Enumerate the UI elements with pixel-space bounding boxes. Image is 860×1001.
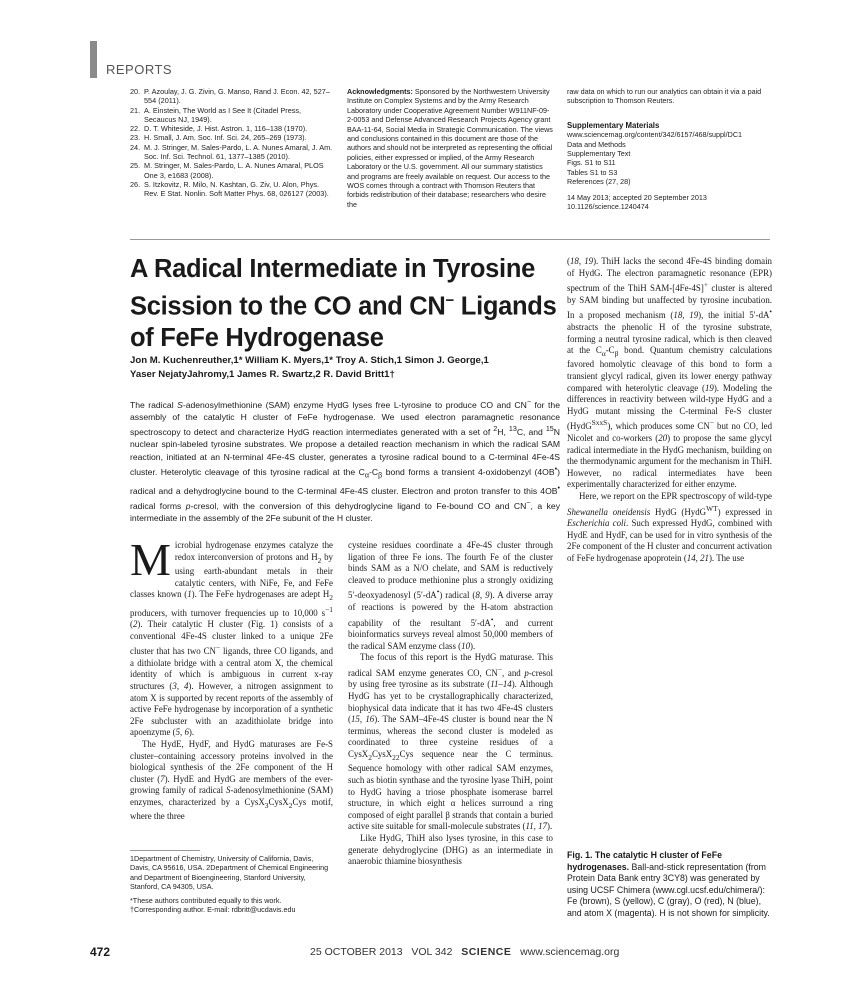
date-line: 14 May 2013; accepted 20 September 2013	[567, 192, 707, 202]
body-column-3: (18, 19). ThiH lacks the second 4Fe-4S binding domain of HydG. The electron paramagnetic resonance (EPR) spectrum of the ThiH SAM-[4Fe-4S]+ cluster is altered by SAM binding but unaffected by tyrosine incubation. In a proposed mechanism (18, 19), the initial 5′-dA• abstracts the phenolic H of the tyrosine substrate, forming a neutral tyrosine radical, which is then cleaved at the $C_\alpha-C_\beta$ bond. Quantum chemistry calculations favored homolytic cleavage of this bond to form a transient glycyl radical, given its lower energy pathway compared with heterolytic cleavage (19). Modeling the differences in reactivity between wild-type HydG and a HydG mutant missing the C-terminal Fe-S cluster (HydG$^{SxxS}$), which produces some CN− but no CO, led Nicolet and co-workers (20) to propose the same glycyl radical intermediate in the HydG mechanism, building on the thermodynamic argument for the mechanism in ThiH. However, no radical intermediates have been experimentally characterized for either enzyme. Here, we report on the EPR spectroscopy of wild-type Shewanella oneidensis HydG (HydG$^{WT}$) expressed in Escherichia coli. Such expressed HydG, combined with HydE and HydF, can be used for in vitro synthesis of the 2Fe component of the H cluster and concurrent activation of FeFe hydrogenase apoprotein (14, 21). The use	[567, 256, 773, 563]
footer-volume: VOL 342	[411, 946, 453, 958]
body-column-2: cysteine residues coordinate a 4Fe-4S cluster through ligation of three Fe ions. The fourth Fe of the cluster binds SAM as a N/O chelate, and SAM is reductively cleaved to produce methionine plus a strongly oxidizing 5′-deoxyadenosyl (5′-dA•) radical (8, 9). A diverse array of reactions is powered by the H-atom abstraction capability of the resultant 5′-dA•, and current bioinformatics surveys reveal almost 50,000 members of the radical SAM enzyme class (10). The focus of this report is the HydG maturase. This radical SAM enzyme generates CO, CN−, and p-cresol by using free tyrosine as its substrate (11–14). Although HydG has yet to be crystallographically characterized, biophysical data indicate that it has two 4Fe-4S clusters (15, 16). The SAM–4Fe-4S cluster is bound near the N terminus, whereas the second cluster is modeled as coordinated to three cysteine residues of a CysX$_2$CysX$_{22}$Cys sequence near the C terminus. Sequence homology with other radical SAM enzymes, such as biotin synthase and the tyrosine lyase ThiH, point to HydG having a triose phosphate isomerase barrel structure, in which eight α helices surround a ring composed of eight parallel β strands that contain a buried active site suitable for small-molecule substrates (11, 17). Like HydG, ThiH also lyses tyrosine, in this case to generate dehydroglycine (DHG) as an intermediate in anaerobic thiamine biosynthesis	[348, 540, 553, 867]
title-line-1: A Radical Intermediate in Tyrosine	[130, 255, 535, 283]
supplementary-block	[567, 87, 777, 211]
reference-item	[130, 161, 335, 180]
reference-number: 25.	[130, 161, 141, 171]
authors-line-1: Jon M. Kuchenreuther,1* William K. Myers,1* Troy A. Stich,1 Simon J. George,1	[130, 355, 489, 366]
section-divider	[130, 239, 770, 240]
reference-number: 21.	[130, 105, 141, 115]
supplementary-line: Data and Methods	[567, 139, 626, 149]
reference-item	[130, 180, 335, 199]
footer-site: www.sciencemag.org	[520, 946, 620, 958]
page-number: 472	[90, 945, 111, 959]
reference-number: 22.	[130, 124, 141, 134]
reference-text: H. Small, J. Am. Soc. Inf. Sci. 24, 265–269 (1973).	[144, 133, 307, 143]
figure-caption	[567, 850, 772, 920]
footer-date: 25 OCTOBER 2013	[310, 946, 403, 958]
reference-text: M. J. Stringer, M. Sales-Pardo, L. A. Nunes Amaral, J. Am. Soc. Inf. Sci. Technol. 61, 1377–1385 (2010).	[144, 142, 333, 162]
acknowledgments-text: Sponsored by the Northwestern University Institute on Complex Systems and by the Army Research Laboratory under Cooperative Agreement Number W911NF-09-2-0053 and Defense Advanced Research Projects Agency grant BAA-11-64, Social Media in Strategic Communication. The views and conclusions contained in this document are those of the authors and should not be interpreted as representing the official policies, either expressed or implied, of the Army Research Laboratory or the U.S. government. All our summary statistics and programs are freely available on request. Our access to the WOS comes through a contract with Thomson Reuters that forbids redistribution of their database; researchers who desire the	[347, 87, 553, 209]
supplementary-line: Figs. S1 to S11	[567, 158, 616, 168]
corresponding-author-footnote: †Corresponding author. E-mail: rdbritt@ucdavis.edu	[130, 905, 296, 915]
abstract: The radical S-adenosylmethionine (SAM) enzyme HydG lyses free L-tyrosine to produce CO and CN− for the assembly of the catalytic H cluster of FeFe hydrogenase. We used electron paramagnetic resonance spectroscopy to detect and characterize HydG reaction intermediates generated with a set of $^2$H, $^{13}$C, and $^{15}$N nuclear spin-labeled tyrosine substrates. We propose a detailed reaction mechanism in which the radical SAM reaction, initiated at an N-terminal 4Fe-4S cluster, generates a tyrosine radical bound to a C-terminal 4Fe-4S cluster. Heterolytic cleavage of this tyrosine radical at the $C_\alpha-C_\beta$ bond forms a transient 4-oxidobenzyl (4OB•) radical and a dehydroglycine bound to the C-terminal 4Fe-4S cluster. Electron and proton transfer to this 4OB• radical forms p-cresol, with the conversion of this dehydroglycine ligand to Fe-bound CO and CN−, a key intermediate in the assembly of the 2Fe subunit of the H cluster.	[130, 398, 561, 523]
reference-item	[130, 133, 335, 142]
figure-caption-label: Fig. 1. The catalytic H cluster of FeFe hydrogenases.	[567, 850, 722, 872]
section-marker-bar	[90, 41, 97, 78]
footer-info	[310, 946, 619, 958]
article-title	[130, 254, 560, 354]
article-dates	[567, 193, 777, 212]
title-line-2: Scission to the CO and CN− Ligands	[130, 292, 557, 321]
section-label: REPORTS	[106, 62, 173, 77]
equal-contribution-footnote: *These authors contributed equally to this work.	[130, 896, 282, 906]
reference-item	[130, 87, 335, 106]
reference-item	[130, 124, 335, 133]
body-column-1: Microbial hydrogenase enzymes catalyze the redox interconversion of protons and $H_2$ by using earth-abundant metals in their catalytic centers, with NiFe, Fe, and FeFe classes known (1). The FeFe hydrogenases are adept $H_2$ producers, with turnover frequencies up to 10,000 $s^{-1}$ (2). Their catalytic H cluster (Fig. 1) consists of a conventional 4Fe-4S cluster linked to a unique 2Fe cluster that has two CN− ligands, three CO ligands, and a dithiolate bridge with a central atom X, the chemical identity of which is ambiguous in current x-ray structures (3, 4). However, a nitrogen assignment to atom X is supported by recent reports of the assembly of active FeFe hydrogenase by incorporation of a synthetic 2Fe subcluster with an azadithiolate bridge into apoenzyme (5, 6). The HydE, HydF, and HydG maturases are Fe-S cluster–containing accessory proteins involved in the biological synthesis of the 2Fe component of the H cluster (7). HydE and HydG are members of the ever-growing family of radical S-adenosylmethionine (SAM) enzymes, characterized by a CysX$_3$CysX$_2$Cys motif, where the three	[130, 534, 334, 822]
date-line: 10.1126/science.1240474	[567, 202, 649, 212]
supplementary-line: References (27, 28)	[567, 177, 631, 187]
reference-number: 23.	[130, 133, 141, 143]
reference-text: A. Einstein, The World as I See It (Citadel Press, Secaucus NJ, 1949).	[144, 105, 302, 124]
reference-item	[130, 143, 335, 162]
supplementary-line: Supplementary Text	[567, 149, 631, 159]
reference-item	[130, 106, 335, 125]
author-list	[130, 354, 560, 381]
reference-text: P. Azoulay, J. G. Zivin, G. Manso, Rand J. Econ. 42, 527–554 (2011).	[144, 87, 330, 106]
reference-number: 20.	[130, 87, 141, 96]
title-line-3: of FeFe Hydrogenase	[130, 323, 384, 352]
authors-line-2: Yaser NejatyJahromy,1 James R. Swartz,2 R. David Britt1†	[130, 368, 395, 380]
acknowledgments	[347, 87, 554, 209]
references-list	[130, 87, 335, 199]
reference-text: M. Stringer, M. Sales-Pardo, L. A. Nunes Amaral, PLOS One 3, e1683 (2008).	[144, 161, 324, 180]
acknowledgments-label: Acknowledgments:	[347, 87, 413, 96]
supplementary-title: Supplementary Materials	[567, 120, 660, 130]
supplementary-line[interactable]: www.sciencemag.org/content/342/6157/468/suppl/DC1	[567, 130, 743, 140]
acknowledgments-continued: raw data on which to run our analytics can obtain it via a paid subscription to Thomson Reuters.	[567, 87, 762, 106]
reference-text: S. Itzkovitz, R. Milo, N. Kashtan, G. Ziv, U. Alon, Phys. Rev. E Stat. Nonlin. Soft Matter Phys. 68, 026127 (2003).	[144, 179, 329, 199]
footnote-rule	[130, 850, 200, 851]
supplementary-line: Tables S1 to S3	[567, 167, 618, 177]
figure-caption-text: Ball-and-stick representation (from Protein Data Bank entry 3CY8) was generated by using UCSF Chimera (www.cgl.ucsf.edu/chimera/): Fe (brown), S (yellow), C (gray), O (red), N (blue), and atom X (magenta). H is not shown for simplicity.	[567, 861, 770, 918]
footnotes	[130, 850, 335, 915]
footer-journal: SCIENCE	[461, 946, 512, 958]
reference-number: 26.	[130, 179, 141, 189]
supplementary-lines	[567, 130, 777, 186]
reference-text: D. T. Whiteside, J. Hist. Astron. 1, 116–138 (1970).	[144, 124, 308, 134]
reference-number: 24.	[130, 142, 141, 152]
affiliations-footnote: 1Department of Chemistry, University of California, Davis, Davis, CA 95616, USA. 2Department of Chemical Engineering and Department of Bioengineering, Stanford University, Stanford, CA 94305, USA.	[130, 854, 329, 891]
